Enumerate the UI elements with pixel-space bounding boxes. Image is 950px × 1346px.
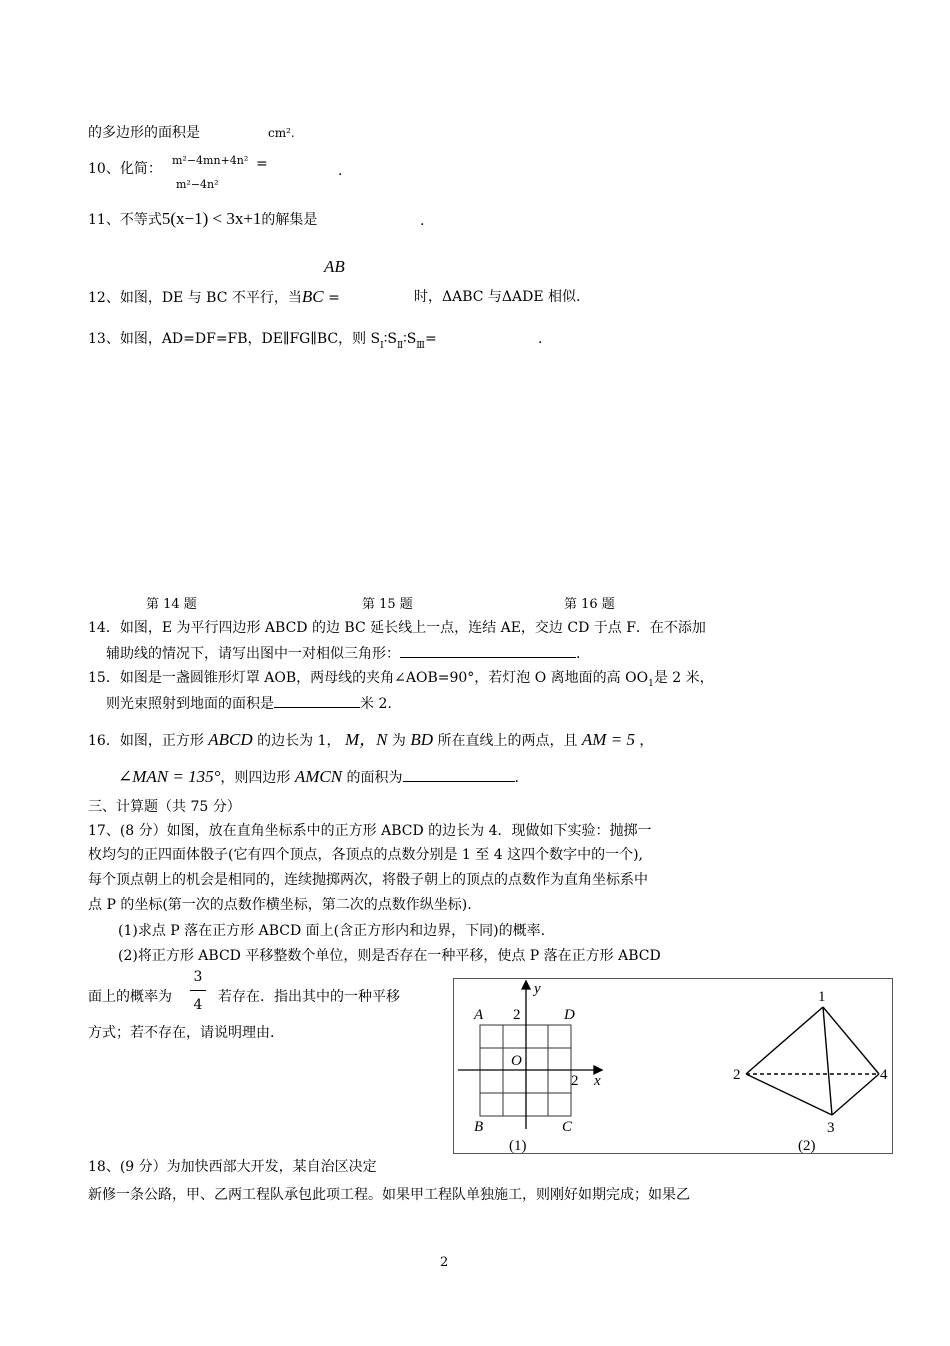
fig2-vertex-4: 4 [880,1067,888,1083]
q12-frac-bottom: BC [301,287,324,306]
q12-suffix: 时，ΔABC 与ΔADE 相似. [414,289,581,305]
q14-line2 [106,643,580,663]
q16-angle: ∠MAN = 135° [118,767,221,786]
q17-line4: 点 P 的坐标(第一次的点数作横坐标，第二次的点数作纵坐标). [88,897,472,913]
q17-frac-bar [190,990,206,991]
page-number: 2 [440,1255,449,1270]
q12-frac-top: AB [324,257,345,276]
q16-mid1: 的边长为 1， [257,733,341,749]
caption-fig16: 第 16 题 [564,597,615,612]
question-12 [88,288,340,307]
q13-sub1: Ⅰ [380,341,384,351]
q15-text1b: 是 2 米， [653,670,714,686]
q16-abcd: ABCD [208,730,253,749]
fig2-tetrahedron [746,1007,879,1115]
q17-frac-num: 3 [193,969,203,985]
fig2-vertex-3: 3 [827,1120,835,1136]
q13-sub2: Ⅱ [396,341,404,351]
q16-am: AM = 5 [581,730,635,749]
section-3-heading: 三、计算题（共 75 分） [88,799,241,815]
q15-line2 [106,693,392,713]
q14-answer-blank [400,643,576,658]
q15-text2a: 则光束照射到地面的面积是 [106,696,274,712]
q17-last: 方式；若不存在，请说明理由. [88,1025,275,1041]
q9-tail [88,124,295,142]
q16-mid3: 所在直线上的两点，且 [437,733,578,749]
fig1-label-d: D [564,1007,575,1023]
q16-answer-blank [403,767,515,782]
q13-equals: = [424,331,437,347]
q10-denominator: m²−4n² [176,178,219,191]
fig1-label-y: y [534,981,541,997]
fig1-label-o: O [511,1053,522,1069]
q17-face-b: 若存在．指出其中的一种平移 [218,989,400,1005]
q13-sub3: Ⅲ [416,341,425,351]
q17-face-a: 面上的概率为 [88,989,172,1005]
q15-text1a: 15．如图是一盏圆锥形灯罩 AOB，两母线的夹角∠AOB=90°，若灯泡 O 离地面的高 OO [88,670,649,686]
q16-mid5: 的面积为 [346,770,403,786]
q16-mn: M，N [344,730,388,749]
fig1-label-x: x [594,1073,601,1089]
q16-line2 [118,767,519,787]
fig1-caption: (1) [509,1138,527,1153]
q17-line1: 17、(8 分）如图，放在直角坐标系中的正方形 ABCD 的边长为 4．现做如下实验：抛掷一 [88,823,652,839]
q17-figures-svg [454,979,892,1153]
q17-line2: 枚均匀的正四面体骰子(它有四个顶点，各顶点的点数分别是 1 至 4 这四个数字中的一个), [88,847,643,863]
q13-colon2: ∶S [403,331,417,347]
q14-text2: 辅助线的情况下，请写出图中一对相似三角形： [106,646,400,662]
q11-prefix: 11、不等式 [88,212,162,228]
fig2-caption: (2) [798,1138,816,1153]
q11-suffix: 的解集是 [261,212,318,228]
q12-prefix: 12、如图，DE 与 BC 不平行，当 [88,290,302,306]
q13-colon1: ∶S [383,331,397,347]
q14-end: . [576,646,581,662]
q10-prefix: 10、化简： [88,161,162,177]
q12-equals: = [328,290,340,306]
q14-line1: 14．如图，E 为平行四边形 ABCD 的边 BC 延长线上一点，连结 AE，交边 CD 于点 F．在不添加 [88,620,706,636]
q15-sub: 1 [648,679,654,689]
fig2-vertex-1: 1 [818,989,826,1005]
q16-amcn: AMCN [294,767,343,786]
q17-part1: (1)求点 P 落在正方形 ABCD 面上(含正方形内和边界，下同)的概率. [118,923,546,939]
caption-fig14: 第 14 题 [146,597,197,612]
fig1-label-2x: 2 [571,1073,579,1089]
caption-fig15: 第 15 题 [362,597,413,612]
q13-prefix: 13、如图，AD=DF=FB，DE∥FG∥BC，则 S [88,331,381,347]
q10-end: . [338,163,343,179]
q9-unit: cm². [268,126,295,140]
q16-line1 [88,731,808,750]
q15-answer-blank [274,693,360,708]
fig1-label-b: B [474,1119,484,1135]
q16-mid4: ，则四边形 [220,770,291,786]
fig1-label-a: A [474,1007,484,1023]
question-13 [88,330,437,355]
q16-prefix: 16．如图，正方形 [88,733,204,749]
q16-mid2: 为 [391,733,406,749]
fig1-label-2y: 2 [513,1007,521,1023]
q13-end: . [538,331,543,347]
q17-frac-den: 4 [193,997,203,1013]
q9-text: 的多边形的面积是 [88,125,200,141]
q17-figures [453,978,893,1154]
q18-line1: 18、(9 分）为加快西部大开发，某自治区决定 [88,1159,377,1175]
q16-end1: ， [639,733,654,749]
q17-line3: 每个顶点朝上的机会是相同的，连续抛掷两次，将骰子朝上的顶点的点数作为直角坐标系中 [88,872,648,888]
q17-part2: (2)将正方形 ABCD 平移整数个单位，则是否存在一种平移，使点 P 落在正方形 ABCD [118,948,661,964]
q15-text2b: 米 2. [360,696,392,712]
q16-end: . [514,770,519,786]
q16-bd: BD [410,730,434,749]
q10-numerator: m²−4mn+4n² [172,154,249,167]
question-11 [88,210,317,229]
q11-end: . [420,213,425,229]
q10-equals: = [256,156,268,172]
q18-line2: 新修一条公路，甲、乙两工程队承包此项工程。如果甲工程队单独施工，则刚好如期完成；如果乙 [88,1187,690,1203]
q15-line1 [88,669,714,693]
fig1-label-c: C [562,1119,573,1135]
q11-expr: 5(x−1) < 3x+1 [161,209,262,228]
fig2-vertex-2: 2 [733,1067,741,1083]
